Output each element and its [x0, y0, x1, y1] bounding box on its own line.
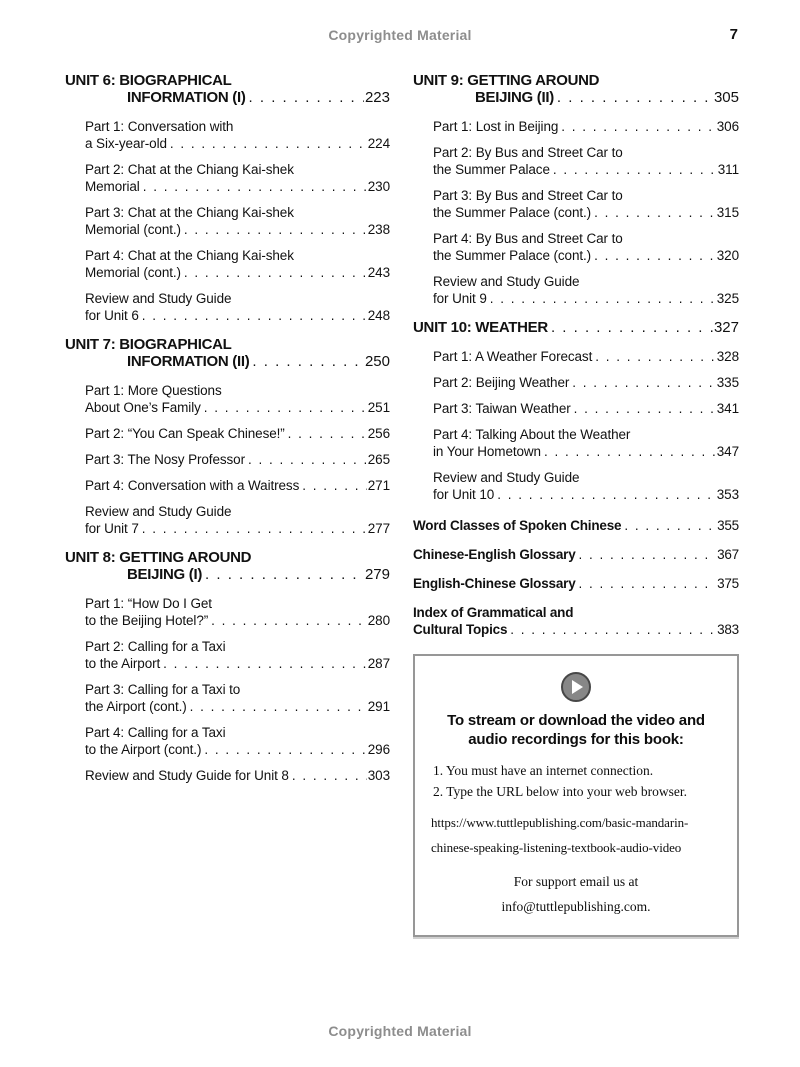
page-ref: 341: [716, 401, 739, 416]
leader-dots: [184, 221, 367, 238]
toc-entry: [433, 144, 739, 178]
entry-label: to the Airport: [85, 656, 161, 671]
page-ref: 303: [367, 768, 390, 783]
page-ref: 355: [717, 518, 739, 533]
page-ref: 251: [367, 400, 390, 415]
entry-label: the Summer Palace (cont.): [433, 205, 592, 220]
unit-heading: [413, 72, 739, 106]
page-ref: 280: [367, 613, 390, 628]
toc-leader-row: [433, 204, 739, 221]
media-heading-line: To stream or download the video and: [447, 712, 705, 729]
page-ref: 279: [364, 566, 390, 583]
unit-heading: [65, 72, 390, 106]
leader-dots: [248, 451, 367, 468]
entry-label: Part 1: Lost in Beijing: [433, 119, 559, 134]
page-ref: 305: [713, 89, 739, 106]
entry-label: BEIJING (II): [475, 89, 554, 106]
toc-leader-row: [433, 400, 739, 417]
page-ref: 383: [717, 622, 739, 637]
toc-entry: [433, 469, 739, 503]
media-box-support: [429, 869, 723, 919]
toc-entry: [85, 290, 390, 324]
backmatter-entry: [413, 604, 739, 638]
toc-leader-row: [413, 575, 739, 592]
media-heading-line: audio recordings for this book:: [468, 731, 684, 748]
leader-dots: [594, 204, 716, 221]
entry-label: to the Beijing Hotel?”: [85, 613, 209, 628]
entry-label: Memorial (cont.): [85, 265, 181, 280]
entry-line: Part 1: “How Do I Get: [85, 596, 212, 611]
leader-dots: [594, 247, 716, 264]
toc-unit: [413, 319, 739, 503]
media-box-steps: [433, 760, 719, 802]
entry-line: Part 1: More Questions: [85, 383, 222, 398]
entry-label: INFORMATION (II): [127, 353, 250, 370]
entry-line: Part 3: By Bus and Street Car to: [433, 188, 623, 203]
toc-unit: [65, 549, 390, 784]
toc-leader-row: [85, 399, 390, 416]
entry-line: Part 3: Chat at the Chiang Kai-shek: [85, 205, 294, 220]
entry-line: Review and Study Guide: [85, 291, 232, 306]
unit-heading-line: UNIT 8: GETTING AROUND: [65, 549, 252, 566]
entry-line: Part 2: Chat at the Chiang Kai-shek: [85, 162, 294, 177]
leader-dots: [553, 161, 717, 178]
toc-leader-row: [127, 566, 390, 583]
page-ref: 265: [367, 452, 390, 467]
page-ref: 256: [367, 426, 390, 441]
entry-line: Part 4: By Bus and Street Car to: [433, 231, 623, 246]
toc-entry: [433, 273, 739, 307]
leader-dots: [302, 477, 367, 494]
leader-dots: [497, 486, 716, 503]
backmatter-entry: [413, 546, 739, 563]
page-ref: 375: [717, 576, 739, 591]
media-box-heading: [429, 711, 723, 749]
toc-leader-row: [433, 161, 739, 178]
toc-entry: [433, 374, 739, 391]
leader-dots: [142, 307, 367, 324]
leader-dots: [624, 517, 716, 534]
toc-leader-row: [85, 520, 390, 537]
page-ref: 311: [717, 162, 739, 177]
entry-label: About One’s Family: [85, 400, 201, 415]
toc-leader-row: [85, 221, 390, 238]
unit-heading-line: UNIT 7: BIOGRAPHICAL: [65, 336, 232, 353]
entry-label: for Unit 7: [85, 521, 139, 536]
page-ref: 315: [716, 205, 739, 220]
leader-dots: [184, 264, 367, 281]
leader-dots: [574, 400, 716, 417]
toc-leader-row: [85, 655, 390, 672]
toc-leader-row: [433, 118, 739, 135]
leader-dots: [163, 655, 367, 672]
toc-leader-row: [85, 178, 390, 195]
leader-dots: [190, 698, 367, 715]
toc-leader-row: [85, 477, 390, 494]
leader-dots: [595, 348, 716, 365]
toc-leader-row: [413, 621, 739, 638]
page-ref: 243: [367, 265, 390, 280]
toc-leader-row: [127, 353, 390, 370]
unit-heading: [65, 336, 390, 370]
watermark-top: Copyrighted Material: [328, 27, 472, 43]
toc-entry: [433, 187, 739, 221]
media-url-line: chinese-speaking-listening-textbook-audio-video: [431, 840, 682, 855]
entry-label: for Unit 9: [433, 291, 487, 306]
entry-label: Review and Study Guide for Unit 8: [85, 768, 289, 783]
toc-entry: [85, 638, 390, 672]
toc-entry: [433, 348, 739, 365]
toc-entry: [85, 681, 390, 715]
entry-line: Review and Study Guide: [433, 274, 580, 289]
entry-label: Part 4: Conversation with a Waitress: [85, 478, 300, 493]
entry-line: Part 3: Calling for a Taxi to: [85, 682, 241, 697]
toc-unit: [413, 72, 739, 307]
toc-entry: [433, 118, 739, 135]
entry-line: Part 2: Calling for a Taxi: [85, 639, 226, 654]
entry-label: Part 3: The Nosy Professor: [85, 452, 245, 467]
toc-leader-row: [85, 612, 390, 629]
entry-label: the Summer Palace (cont.): [433, 248, 592, 263]
entry-label: for Unit 6: [85, 308, 139, 323]
page-ref: 335: [716, 375, 739, 390]
toc-backmatter: [413, 517, 739, 638]
toc-leader-row: [85, 767, 390, 784]
leader-dots: [572, 374, 715, 391]
media-box: [413, 654, 739, 937]
entry-label: INFORMATION (I): [127, 89, 246, 106]
toc-leader-row: [413, 517, 739, 534]
page-ref: 347: [716, 444, 739, 459]
leader-dots: [579, 546, 717, 563]
page-ref: 287: [367, 656, 390, 671]
toc-entry: [433, 426, 739, 460]
toc-unit: [65, 72, 390, 324]
toc-leader-row: [413, 546, 739, 563]
toc-leader-row: [85, 264, 390, 281]
page-ref: 353: [716, 487, 739, 502]
entry-label: BEIJING (I): [127, 566, 203, 583]
page-ref: 291: [367, 699, 390, 714]
entry-label: English-Chinese Glossary: [413, 576, 576, 591]
unit-heading-line: UNIT 6: BIOGRAPHICAL: [65, 72, 232, 89]
toc-right-units: [413, 72, 739, 503]
entry-label: the Airport (cont.): [85, 699, 187, 714]
watermark-bottom: Copyrighted Material: [328, 1023, 472, 1039]
page-ref: 248: [367, 308, 390, 323]
backmatter-entry: [413, 517, 739, 534]
toc-leader-row: [433, 247, 739, 264]
media-step: 2. Type the URL below into your web browser.: [433, 784, 688, 799]
toc-leader-row: [433, 348, 739, 365]
entry-line: Review and Study Guide: [433, 470, 580, 485]
toc-leader-row: [127, 89, 390, 106]
page-ref: 327: [713, 319, 739, 336]
toc-leader-row: [85, 425, 390, 442]
entry-line: Review and Study Guide: [85, 504, 232, 519]
toc-entry: [85, 382, 390, 416]
page-ref: 223: [364, 89, 390, 106]
toc-leader-row: [85, 451, 390, 468]
entry-label: to the Airport (cont.): [85, 742, 202, 757]
toc-leader-row: [85, 698, 390, 715]
entry-line: Part 1: Conversation with: [85, 119, 234, 134]
entry-line: Part 4: Talking About the Weather: [433, 427, 631, 442]
page-ref: 250: [364, 353, 390, 370]
leader-dots: [561, 118, 715, 135]
page-ref: 277: [367, 521, 390, 536]
toc-entry: [433, 400, 739, 417]
page-ref: 306: [716, 119, 739, 134]
toc-entry: [85, 451, 390, 468]
toc-leader-row: [85, 135, 390, 152]
toc-entry: [85, 595, 390, 629]
leader-dots: [490, 290, 716, 307]
leader-dots: [288, 425, 367, 442]
page-ref: 238: [367, 222, 390, 237]
unit-heading-line: UNIT 9: GETTING AROUND: [413, 72, 600, 89]
leader-dots: [292, 767, 367, 784]
media-box-url: [431, 810, 721, 860]
toc-entry: [85, 204, 390, 238]
leader-dots: [204, 741, 366, 758]
entry-label: Part 2: Beijing Weather: [433, 375, 570, 390]
page-ref: 271: [367, 478, 390, 493]
page-ref: 296: [367, 742, 390, 757]
toc-leader-row: [475, 89, 739, 106]
entry-label: Word Classes of Spoken Chinese: [413, 518, 622, 533]
media-step: 1. You must have an internet connection.: [433, 763, 654, 778]
leader-dots: [579, 575, 717, 592]
page-ref: 230: [367, 179, 390, 194]
page-ref: 328: [716, 349, 739, 364]
toc-entry: [85, 767, 390, 784]
toc-leader-row: [85, 741, 390, 758]
toc-entry: [85, 724, 390, 758]
toc-entry: [85, 118, 390, 152]
leader-dots: [252, 353, 364, 370]
toc-leader-row: [433, 486, 739, 503]
toc-entry: [85, 425, 390, 442]
entry-label: UNIT 10: WEATHER: [413, 319, 548, 336]
page-ref: 367: [717, 547, 739, 562]
page-number: 7: [729, 26, 738, 43]
toc-left-column: [65, 72, 390, 793]
media-support-line: For support email us at: [513, 874, 639, 889]
leader-dots: [249, 89, 364, 106]
toc-entry: [85, 247, 390, 281]
entry-label: Chinese-English Glossary: [413, 547, 576, 562]
page-ref: 224: [367, 136, 390, 151]
leader-dots: [170, 135, 367, 152]
leader-dots: [205, 566, 364, 583]
entry-label: Part 1: A Weather Forecast: [433, 349, 593, 364]
entry-line: Index of Grammatical and: [413, 605, 574, 620]
leader-dots: [211, 612, 367, 629]
entry-line: Part 2: By Bus and Street Car to: [433, 145, 623, 160]
media-url-line: https://www.tuttlepublishing.com/basic-mandarin-: [431, 815, 689, 830]
entry-label: Cultural Topics: [413, 622, 508, 637]
toc-unit: [65, 336, 390, 537]
toc-leader-row: [413, 319, 739, 336]
unit-heading: [413, 319, 739, 336]
toc-entry: [85, 503, 390, 537]
unit-heading: [65, 549, 390, 583]
entry-label: Memorial: [85, 179, 140, 194]
page-ref: 320: [716, 248, 739, 263]
entry-label: Memorial (cont.): [85, 222, 181, 237]
entry-label: Part 2: “You Can Speak Chinese!”: [85, 426, 285, 441]
entry-label: a Six-year-old: [85, 136, 167, 151]
toc-entry: [433, 230, 739, 264]
toc-entry: [85, 477, 390, 494]
leader-dots: [557, 89, 713, 106]
leader-dots: [551, 319, 713, 336]
toc-leader-row: [433, 374, 739, 391]
backmatter-entry: [413, 575, 739, 592]
entry-line: Part 4: Calling for a Taxi: [85, 725, 226, 740]
toc-right-column: [413, 72, 739, 937]
leader-dots: [143, 178, 367, 195]
toc-leader-row: [433, 290, 739, 307]
toc-leader-row: [85, 307, 390, 324]
leader-dots: [204, 399, 367, 416]
entry-label: in Your Hometown: [433, 444, 541, 459]
entry-label: Part 3: Taiwan Weather: [433, 401, 571, 416]
media-support-line: info@tuttlepublishing.com.: [501, 899, 651, 914]
page-ref: 325: [716, 291, 739, 306]
toc-leader-row: [433, 443, 739, 460]
leader-dots: [142, 520, 367, 537]
entry-label: the Summer Palace: [433, 162, 550, 177]
entry-label: for Unit 10: [433, 487, 495, 502]
play-icon: [561, 672, 591, 702]
toc-entry: [85, 161, 390, 195]
leader-dots: [544, 443, 716, 460]
leader-dots: [510, 621, 716, 638]
entry-line: Part 4: Chat at the Chiang Kai-shek: [85, 248, 294, 263]
